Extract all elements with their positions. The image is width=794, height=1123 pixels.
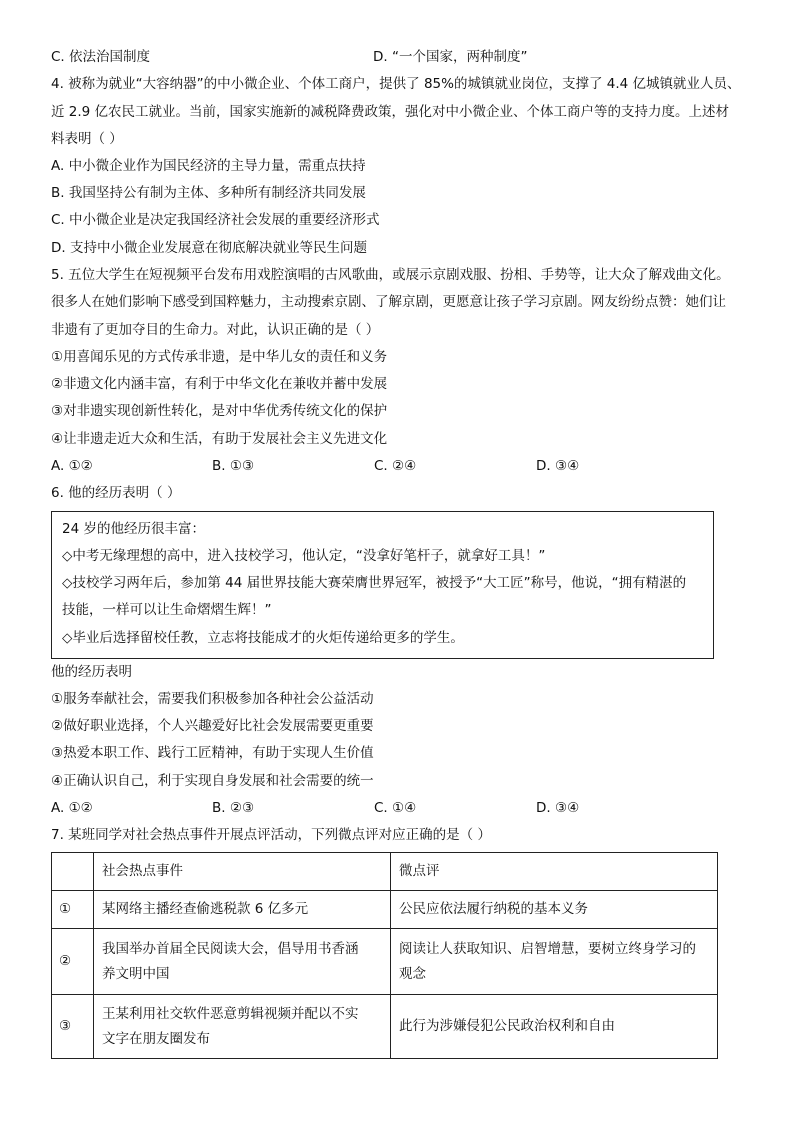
- event-cell: [94, 891, 391, 929]
- q4-option-a: A. 中小微企业作为国民经济的主导力量，需重点扶持: [51, 158, 366, 174]
- q5-stem-line: 5. 五位大学生在短视频平台发布用戏腔演唱的古风歌曲，或展示京剧戏服、扮相、手势等，让大众了解戏曲文化。: [51, 267, 730, 283]
- q7-stem: 7. 某班同学对社会热点事件开展点评活动，下列微点评对应正确的是（ ）: [51, 827, 491, 843]
- q4-stem-line: 近 2.9 亿农民工就业。当前，国家实施新的减税降费政策，强化对中小微企业、个体工商户等的支持力度。上述材: [51, 104, 730, 120]
- cell-line: 文字在朋友圈发布: [102, 1030, 210, 1047]
- q3-option-d: D. “一个国家，两种制度”: [373, 49, 528, 65]
- cell-line: 此行为涉嫌侵犯公民政治权利和自由: [399, 1018, 615, 1034]
- q5-choice-b: B. ①③: [212, 458, 255, 474]
- q5-choice-a: A. ①②: [51, 458, 93, 474]
- q6-box-line: 24 岁的他经历很丰富：: [62, 521, 205, 537]
- q6-choice-c: C. ①④: [374, 800, 417, 816]
- table-header-cell: 微点评: [391, 853, 718, 891]
- q6-choice-a: A. ①②: [51, 800, 93, 816]
- q5-choice-c: C. ②④: [374, 458, 417, 474]
- q5-statement: ③对非遗实现创新性转化，是对中华优秀传统文化的保护: [51, 403, 388, 419]
- row-number: ②: [52, 929, 94, 995]
- cell-line: 某网络主播经查偷逃税款 6 亿多元: [102, 901, 309, 917]
- cell-line: 我国举办首届全民阅读大会，倡导用书香涵: [102, 940, 359, 957]
- q5-statement: ④让非遗走近大众和生活，有助于发展社会主义先进文化: [51, 431, 388, 447]
- q6-stem: 6. 他的经历表明（ ）: [51, 485, 181, 501]
- table-header-row: [52, 853, 718, 891]
- table-row: [52, 929, 718, 995]
- q6-box-line: ◇技校学习两年后，参加第 44 届世界技能大赛荣膺世界冠军，被授予“大工匠”称号，他说，“拥有精湛的: [62, 575, 687, 591]
- event-cell: [94, 929, 391, 995]
- comment-cell: [391, 891, 718, 929]
- cell-line: 养文明中国: [102, 965, 170, 982]
- q6-choice-b: B. ②③: [212, 800, 255, 816]
- q5-choice-d: D. ③④: [536, 458, 580, 474]
- q6-statement: ①服务奉献社会，需要我们积极参加各种社会公益活动: [51, 691, 374, 707]
- q4-option-d: D. 支持中小微企业发展意在彻底解决就业等民生问题: [51, 240, 367, 256]
- comment-cell: [391, 995, 718, 1059]
- q5-stem-line: 非遗有了更加夺目的生命力。对此，认识正确的是（ ）: [51, 322, 380, 338]
- q4-option-c: C. 中小微企业是决定我国经济社会发展的重要经济形式: [51, 212, 380, 228]
- cell-line: 王某利用社交软件恶意剪辑视频并配以不实: [102, 1005, 359, 1022]
- table-header-cell: [52, 853, 94, 891]
- row-number: ③: [52, 995, 94, 1059]
- q5-statement: ①用喜闻乐见的方式传承非遗，是中华儿女的责任和义务: [51, 349, 388, 365]
- row-number: ①: [52, 891, 94, 929]
- q4-stem-line: 料表明（ ）: [51, 131, 123, 147]
- table-row: [52, 995, 718, 1059]
- cell-line: 阅读让人获取知识、启智增慧，要树立终身学习的: [399, 940, 696, 957]
- table-row: [52, 891, 718, 929]
- q6-after-text: 他的经历表明: [51, 664, 132, 680]
- q4-option-b: B. 我国坚持公有制为主体、多种所有制经济共同发展: [51, 185, 366, 201]
- q3-option-c: C. 依法治国制度: [51, 49, 151, 65]
- q6-statement: ②做好职业选择，个人兴趣爱好比社会发展需要更重要: [51, 718, 374, 734]
- q5-stem-line: 很多人在她们影响下感受到国粹魅力，主动搜索京剧、了解京剧，更愿意让孩子学习京剧。网友纷纷点赞：她们让: [51, 294, 726, 310]
- comment-cell: [391, 929, 718, 995]
- q6-statement: ③热爱本职工作、践行工匠精神，有助于实现人生价值: [51, 745, 374, 761]
- q6-box-line: 技能，一样可以让生命熠熠生辉！”: [62, 602, 272, 618]
- q6-box-line: ◇中考无缘理想的高中，进入技校学习，他认定，“没拿好笔杆子，就拿好工具！”: [62, 548, 546, 564]
- q6-box-line: ◇毕业后选择留校任教，立志将技能成才的火炬传递给更多的学生。: [62, 630, 464, 646]
- table-header-cell: 社会热点事件: [94, 853, 391, 891]
- event-cell: [94, 995, 391, 1059]
- q6-material-box: [51, 511, 714, 659]
- q7-table: [51, 852, 718, 1059]
- q6-statement: ④正确认识自己，利于实现自身发展和社会需要的统一: [51, 773, 374, 789]
- cell-line: 公民应依法履行纳税的基本义务: [399, 901, 588, 917]
- cell-line: 观念: [399, 965, 426, 982]
- q5-statement: ②非遗文化内涵丰富，有利于中华文化在兼收并蓄中发展: [51, 376, 388, 392]
- q4-stem-line: 4. 被称为就业“大容纳器”的中小微企业、个体工商户，提供了 85%的城镇就业岗位，支撑了 4.4 亿城镇就业人员、: [51, 76, 741, 92]
- q6-choice-d: D. ③④: [536, 800, 580, 816]
